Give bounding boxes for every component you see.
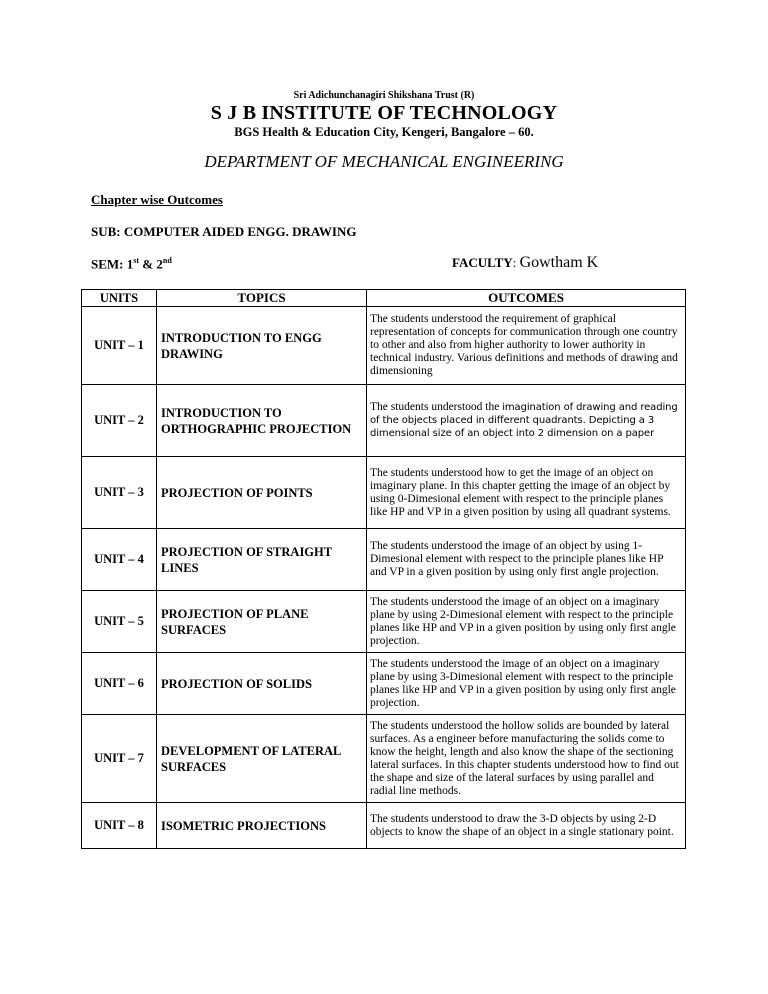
table-row bbox=[82, 457, 686, 529]
topic-cell: ISOMETRIC PROJECTIONS bbox=[157, 803, 367, 849]
outcome-cell: The students understood the requirement of graphical representation of concepts for communication through one country to other and also from higher authority to lower authority in technical industry. Various definitions and methods of drawing and dimensioning bbox=[367, 307, 686, 385]
table-row bbox=[82, 529, 686, 591]
sem-sup-second: nd bbox=[162, 256, 172, 265]
sem-sup-first: st bbox=[133, 256, 140, 265]
unit-cell: UNIT – 2 bbox=[82, 385, 157, 457]
unit-cell: UNIT – 5 bbox=[82, 591, 157, 653]
outcome-text-sans: imagination of drawing and reading of the objects placed in different quadrants. Depicting a 3 dimensional size of an object into 2 dimension on a paper bbox=[370, 402, 678, 439]
table-row bbox=[82, 715, 686, 803]
outcome-cell: The students understood the image of an object on a imaginary plane by using 3-Dimesional element with respect to the principle planes like HP and VP in a given position by using only first angle projection. bbox=[367, 653, 686, 715]
table-header-row bbox=[82, 290, 686, 307]
unit-cell: UNIT – 3 bbox=[82, 457, 157, 529]
table-row bbox=[82, 307, 686, 385]
outcome-cell: The students understood the image of an object by using 1-Dimesional element with respect to the principle planes like HP and VP in a given position by using only first angle projection. bbox=[367, 529, 686, 591]
institute-address: BGS Health & Education City, Kengeri, Bangalore – 60. bbox=[234, 125, 534, 139]
department-title: DEPARTMENT OF MECHANICAL ENGINEERING bbox=[204, 152, 564, 171]
table-row bbox=[82, 591, 686, 653]
table-row bbox=[82, 803, 686, 849]
unit-cell: UNIT – 1 bbox=[82, 307, 157, 385]
outcome-text: The students understood the bbox=[370, 401, 503, 413]
topic-cell: PROJECTION OF POINTS bbox=[157, 457, 367, 529]
sem-mid: & 2 bbox=[139, 256, 163, 272]
topic-cell: DEVELOPMENT OF LATERAL SURFACES bbox=[157, 715, 367, 803]
outcomes-table bbox=[81, 289, 686, 849]
table-row bbox=[82, 385, 686, 457]
outcome-cell: The students understood to draw the 3-D objects by using 2-D objects to know the shape of an object in a single stationary point. bbox=[367, 803, 686, 849]
section-heading: Chapter wise Outcomes bbox=[91, 192, 223, 207]
outcome-cell: The students understood the hollow solids are bounded by lateral surfaces. As a engineer before manufacturing the solids come to know the height, length and also know the shape of the sectioning lateral surfaces. In this chapter students understood how to find out the shape and size of the lateral surfaces by using parallel and radial line methods. bbox=[367, 715, 686, 803]
topic-cell: PROJECTION OF SOLIDS bbox=[157, 653, 367, 715]
trust-name: Sri Adichunchanagiri Shikshana Trust (R) bbox=[293, 90, 475, 101]
topic-cell: PROJECTION OF STRAIGHT LINES bbox=[157, 529, 367, 591]
unit-cell: UNIT – 8 bbox=[82, 803, 157, 849]
unit-cell: UNIT – 7 bbox=[82, 715, 157, 803]
topic-cell: INTRODUCTION TO ENGG DRAWING bbox=[157, 307, 367, 385]
header-units: UNITS bbox=[82, 290, 157, 307]
topic-cell: PROJECTION OF PLANE SURFACES bbox=[157, 591, 367, 653]
outcome-cell: The students understood the image of an object on a imaginary plane by using 2-Dimesional element with respect to the principle planes like HP and VP in a given position by using only first angle projection. bbox=[367, 591, 686, 653]
outcome-cell: The students understood how to get the image of an object on imaginary plane. In this chapter getting the image of an object by using 0-Dimesional element with respect to the principle planes like HP and VP in a given position by using all quadrant systems. bbox=[367, 457, 686, 529]
faculty-name: Gowtham K bbox=[519, 254, 599, 271]
sem-label: SEM: 1 bbox=[91, 256, 134, 272]
institute-title: S J B INSTITUTE OF TECHNOLOGY bbox=[210, 102, 558, 124]
semester-line bbox=[91, 256, 172, 272]
subject-line: SUB: COMPUTER AIDED ENGG. DRAWING bbox=[91, 224, 357, 239]
topic-cell: INTRODUCTION TO ORTHOGRAPHIC PROJECTION bbox=[157, 385, 367, 457]
faculty-line: FACULTY: Gowtham K bbox=[452, 254, 599, 271]
unit-cell: UNIT – 4 bbox=[82, 529, 157, 591]
outcome-cell bbox=[367, 385, 686, 457]
unit-cell: UNIT – 6 bbox=[82, 653, 157, 715]
header-topics: TOPICS bbox=[157, 290, 367, 307]
faculty-label: FACULTY bbox=[452, 255, 513, 270]
header-outcomes: OUTCOMES bbox=[367, 290, 686, 307]
table-row bbox=[82, 653, 686, 715]
